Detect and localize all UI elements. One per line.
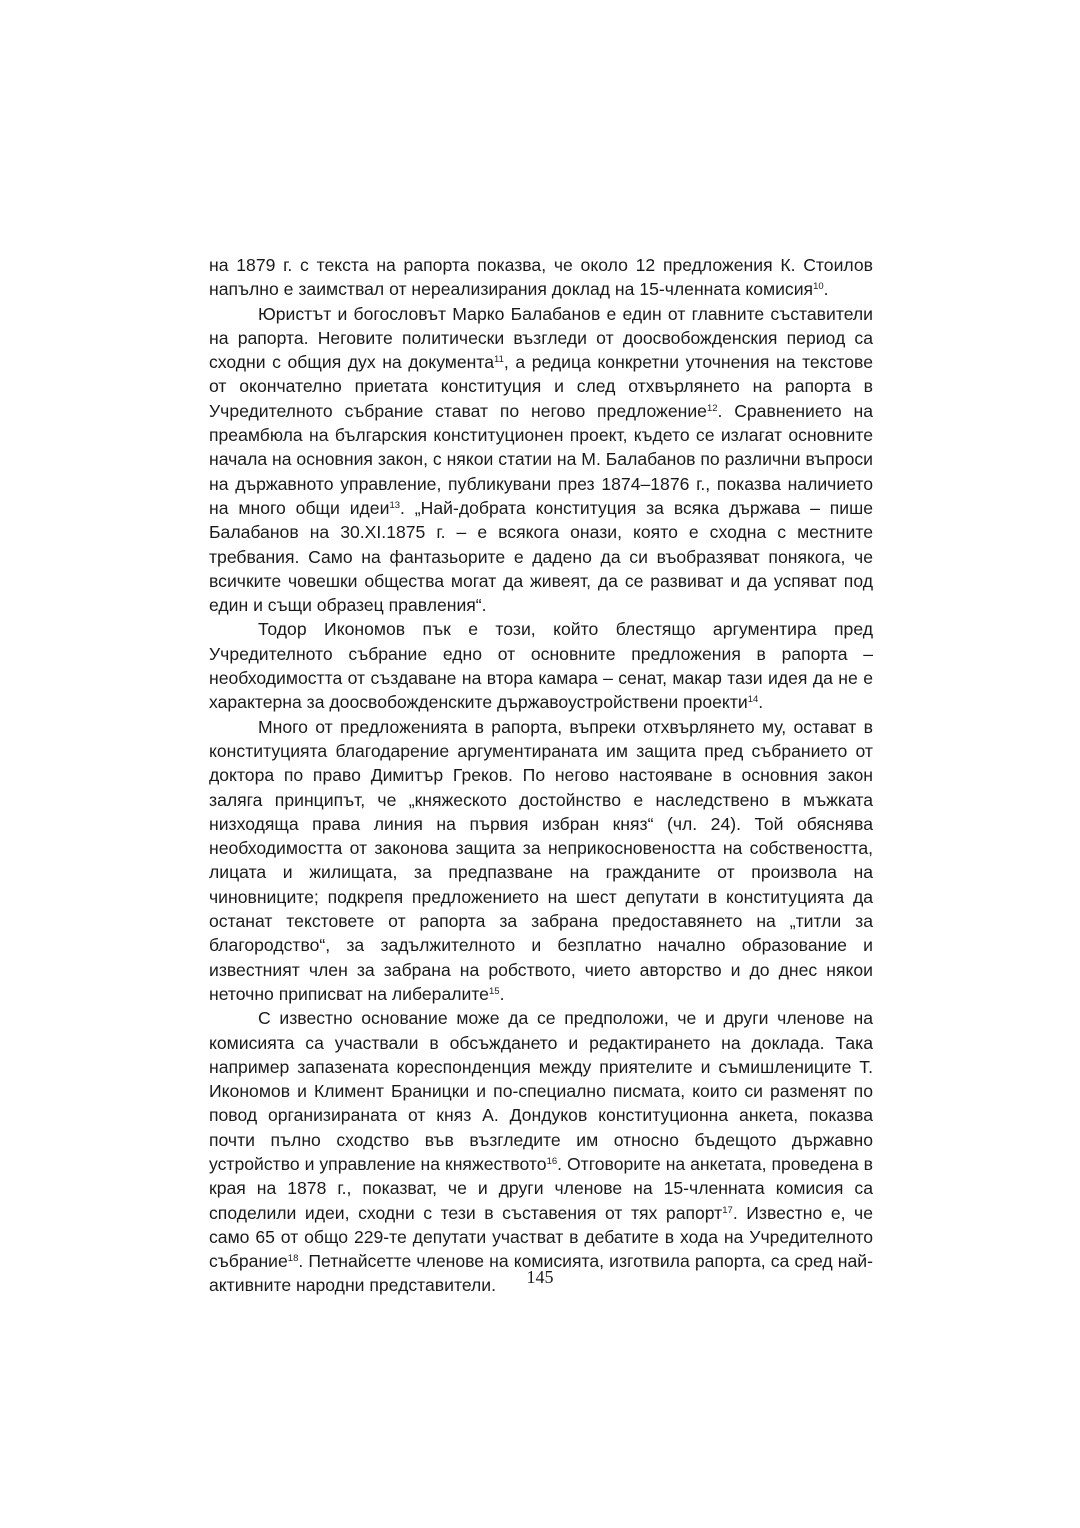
paragraph-text-end: . <box>499 983 505 1004</box>
footnote-ref-18[interactable]: 18 <box>287 1253 299 1264</box>
page-number: 145 <box>526 1267 554 1287</box>
footnote-ref-17[interactable]: 17 <box>722 1204 733 1216</box>
paragraph-text: Юристът и богословът Марко Балабанов е един от главните съставители на рапорта. Неговите политически възгледи от доосвобожденския период са сходни с общия дух на документа <box>209 303 873 373</box>
paragraph-text-mid: . Сравнението на преамбюла на българския конституционен проект, където се излагат основните начала на основния закон, с някои статии на М. Балабанов по различни въпроси на държавното управление, публикувани през 1874–1876 г., показва наличието на много общи идеи <box>209 400 873 518</box>
paragraph-text-end: . <box>758 692 764 713</box>
footnote-ref-10[interactable]: 10 <box>813 281 824 293</box>
footnote-ref-12[interactable]: 12 <box>706 402 718 414</box>
paragraph-text-mid: . Отговорите на анкетата, проведена в края на 1878 г., показват, че и други членове на 15-членната комисия са споделили идеи, сходни с тези в съставения от тях рапорт <box>209 1153 873 1223</box>
footnote-ref-13[interactable]: 13 <box>389 499 401 511</box>
paragraph-4 <box>209 715 873 1007</box>
paragraph-text: Много от предложенията в рапорта, въпреки отхвърлянето му, остават в конституцията благодарение аргументираната им защита пред събранието от доктора по право Димитър Греков. По негово настояване в основния закон заляга принципът, че „княжеското достойнство е наследствено в мъжката низходяща права линия на първия избран княз“ (чл. 24). Той обяснява необходимостта от законова защита за неприкосновеността на собствеността, лицата и жилищата, за предпазване на гражданите от произвола на чиновниците; подкрепя предложението на шест депутати в конституцията да останат текстовете от рапорта за забрана предоставянето на „титли за благородство“, за задължителното и безплатно начално образование и известният член за забрана на робството, чието авторство и до днес някои неточно приписват на либералите <box>209 716 873 1004</box>
footnote-ref-15[interactable]: 15 <box>488 985 500 997</box>
paragraph-text-end: . Петнайсетте членове на комисията, изготвила рапорта, са сред най-активните народни представители. <box>209 1251 873 1296</box>
paragraph-2 <box>209 302 873 618</box>
footnote-ref-11[interactable]: 11 <box>494 354 504 366</box>
paragraph-text-mid: . Известно е, че само 65 от общо 229-те депутати участват в дебатите в хода на Учредителното събрание <box>209 1202 873 1272</box>
paragraph-text: Тодор Икономов пък е този, който блестящо аргументира пред Учредителното събрание едно от основните предложения в рапорта – необходимостта от създаване на втора камара – сенат, макар тази идея да не е характерна за доосвобожденските държавоустройствени проекти <box>209 619 873 713</box>
paragraph-text-end: . „Най-добрата конституция за всяка държава – пише Балабанов на 30.XI.1875 г. – е всякога онази, която е сходна с местните требвания. Само на фантазьорите е дадено да си въобразяват понякога, че всичките човешки общества могат да живеят, да се развиват и да успяват под един и същи образец правления“. <box>209 497 874 616</box>
page-body <box>209 253 873 1298</box>
paragraph-5 <box>209 1006 873 1298</box>
paragraph-text: на 1879 г. с текста на рапорта показва, че около 12 предложения К. Стоилов напълно е заимствал от нереализирания доклад на 15-членната комисия <box>209 255 873 300</box>
paragraph-text-end: . <box>823 279 829 300</box>
paragraph-1 <box>209 253 873 302</box>
paragraph-3 <box>209 617 873 714</box>
paragraph-text-mid: , а редица конкретни уточнения на текстове от окончателно приетата конституция и след отхвърлянето на рапорта в Учредителното събрание стават по негово предложение <box>209 352 873 421</box>
paragraph-text: С известно основание може да се предположи, че и други членове на комисията са участвали в обсъждането и редактирането на доклада. Така например запазената кореспонденция между приятелите и съмишлениците Т. Икономов и Климент Браницки и по-специално писмата, които си разменят по повод организираната от княз А. Дондуков конституционна анкета, показва почти пълно сходство във възгледите им относно бъдещото държавно устройство и управление на княжеството <box>209 1008 873 1174</box>
footnote-ref-16[interactable]: 16 <box>546 1155 558 1167</box>
footnote-ref-14[interactable]: 14 <box>747 694 759 706</box>
